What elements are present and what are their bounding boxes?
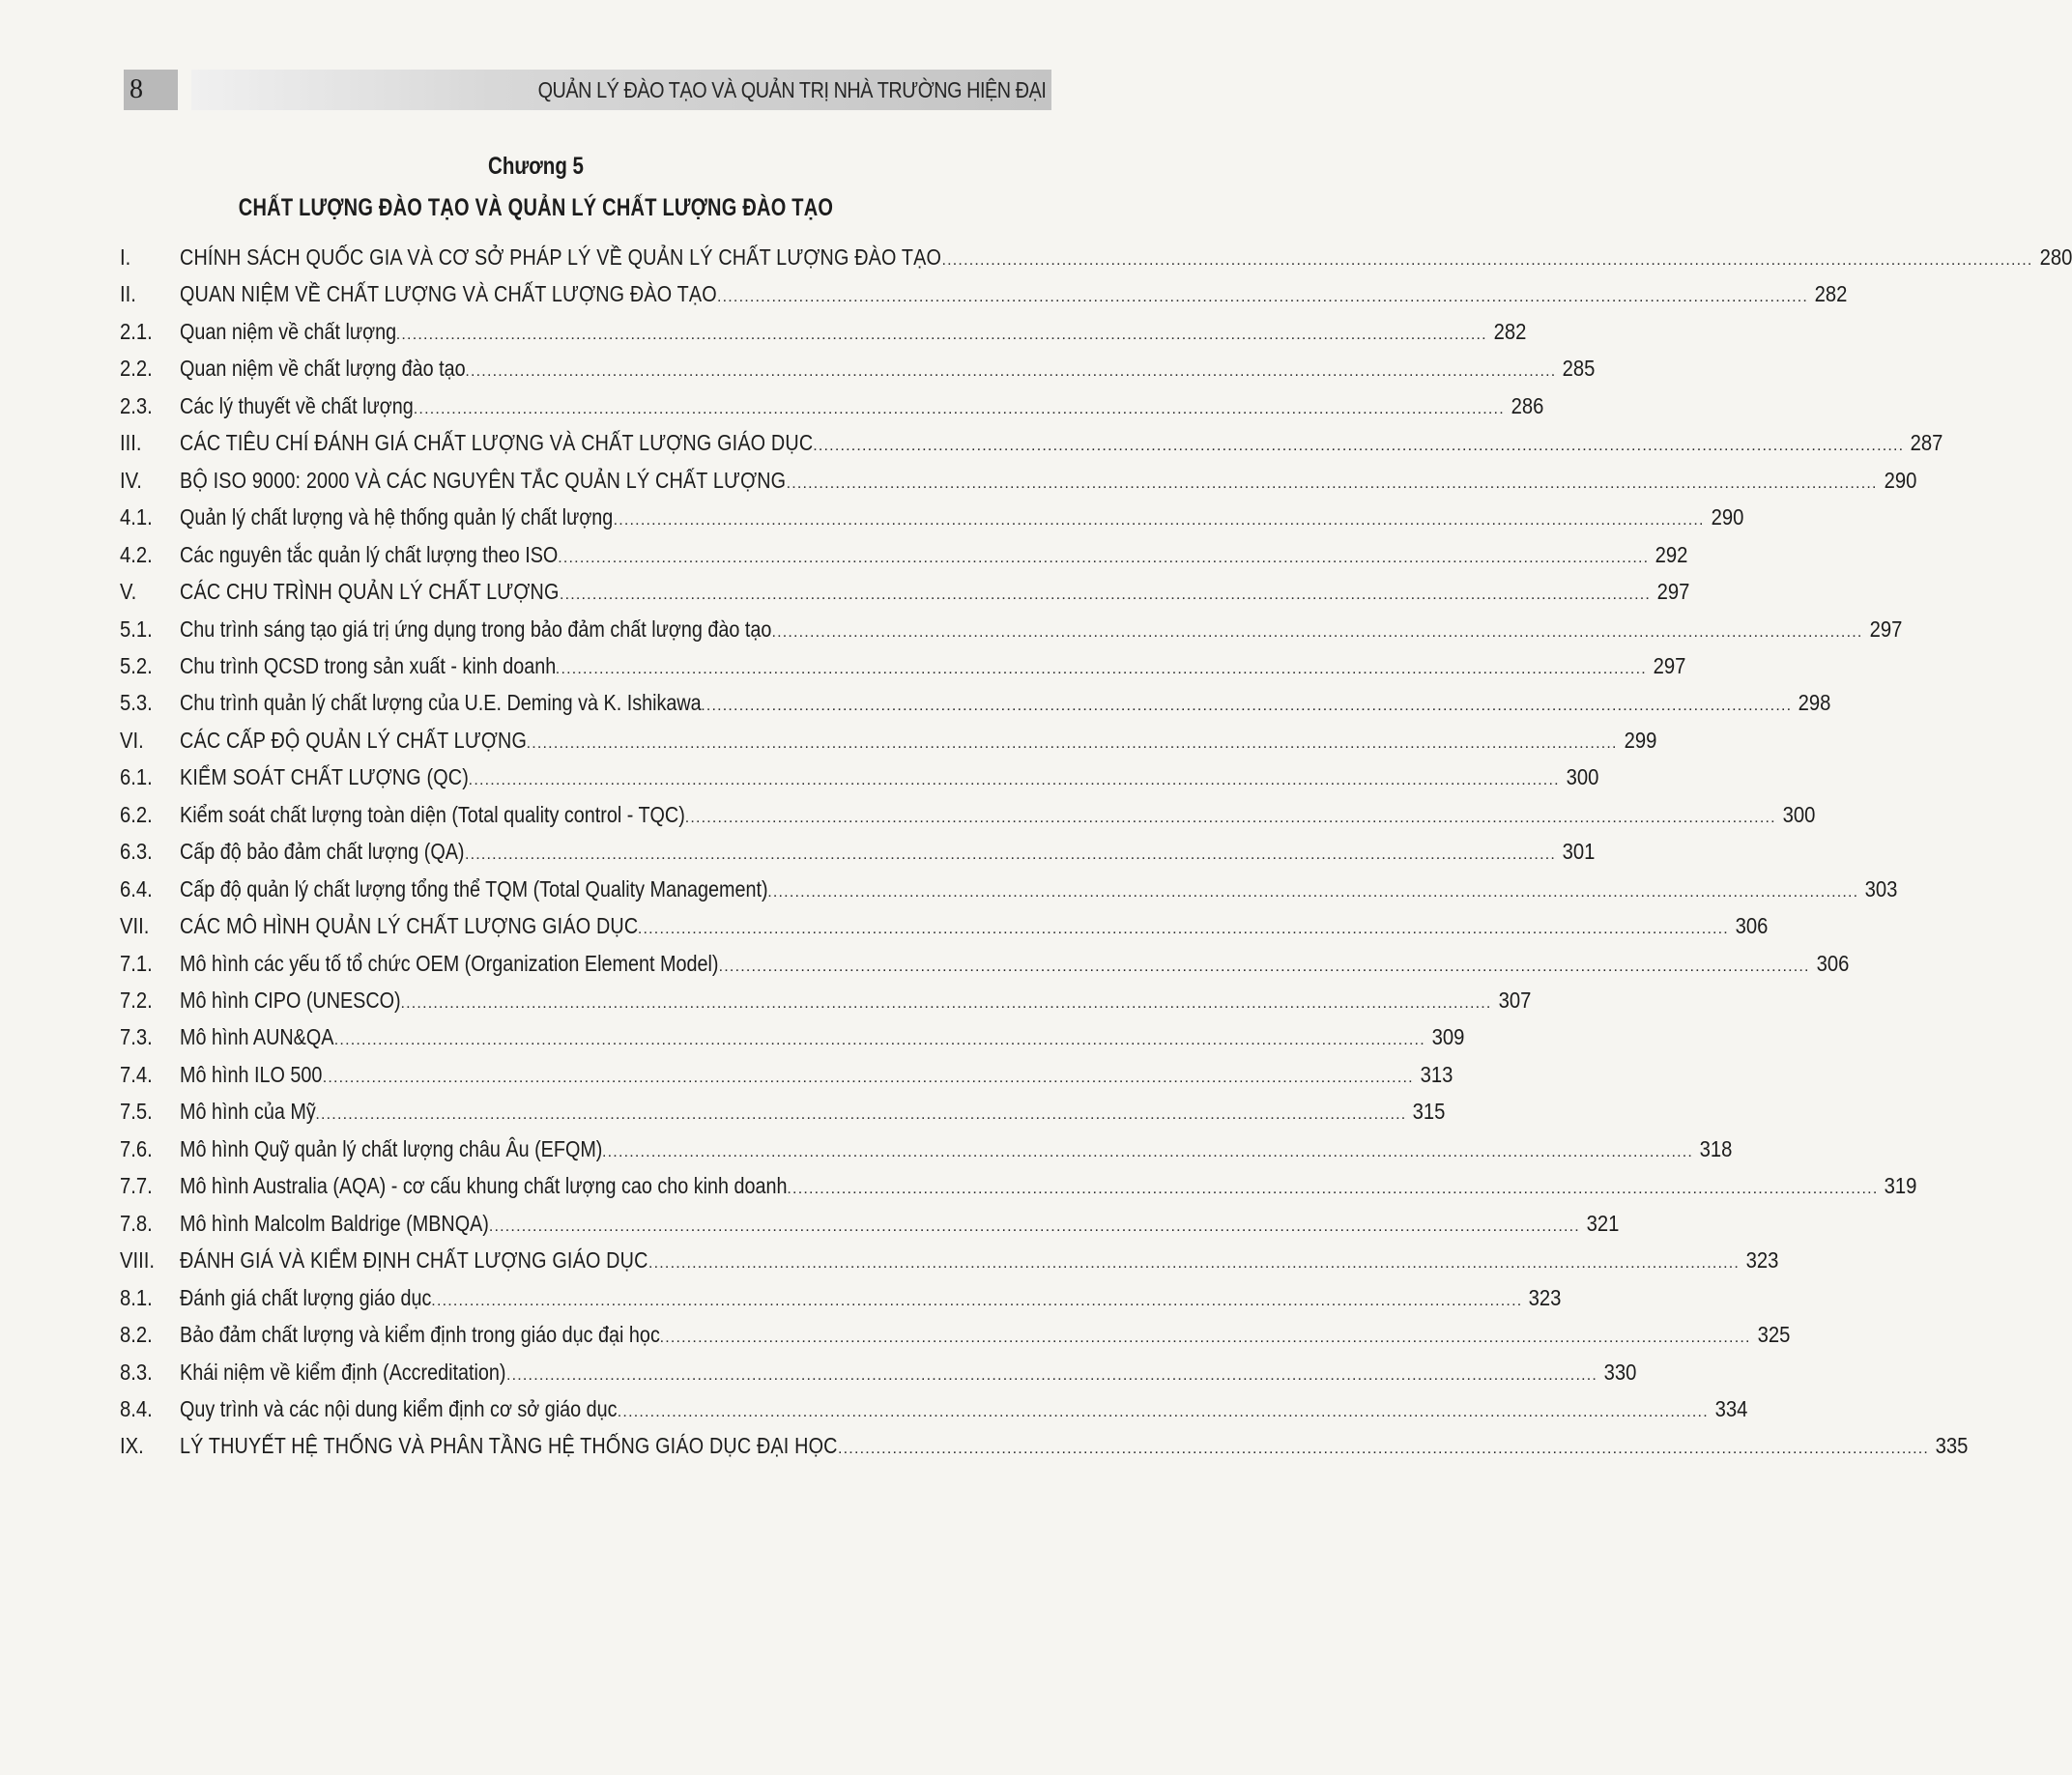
- toc-entry-page: 325: [1757, 1322, 1790, 1348]
- toc-entry-page: 309: [1431, 1024, 1465, 1050]
- toc-entry-title: Mô hình Malcolm Baldrige (MBNQA): [180, 1210, 489, 1236]
- toc-entry-page: 299: [1624, 727, 1657, 753]
- toc-entry-number: 7.5.: [120, 1099, 153, 1125]
- toc-entry-title: Các lý thuyết về chất lượng: [180, 392, 414, 418]
- toc-entry-number: 2.1.: [120, 318, 153, 344]
- chapter-title: CHẤT LƯỢNG ĐÀO TẠO VÀ QUẢN LÝ CHẤT LƯỢNG ĐÀO TẠO: [238, 194, 834, 221]
- toc-entry-title: Quan niệm về chất lượng: [180, 318, 397, 344]
- chapter-label: Chương 5: [488, 153, 584, 180]
- toc-entry-number: 7.6.: [120, 1135, 153, 1161]
- page-header: [124, 70, 1051, 110]
- toc-entry-body: [180, 979, 1531, 1021]
- toc-entry-number: 6.1.: [120, 764, 153, 790]
- toc-entry: [120, 719, 1657, 761]
- toc-entry-number: 7.4.: [120, 1061, 153, 1087]
- toc-entry-page: 319: [1885, 1173, 1917, 1199]
- toc-leader-dots: ........................................................................................................................................................................................................: [413, 400, 1505, 417]
- toc-entry-title: Đánh giá chất lượng giáo dục: [180, 1284, 432, 1310]
- toc-entry-title: Chu trình QCSD trong sản xuất - kinh doanh: [180, 652, 557, 678]
- toc-entry: [120, 310, 1527, 353]
- toc-entry-page: 307: [1498, 988, 1531, 1013]
- toc-entry-body: [180, 310, 1527, 353]
- toc-entry: [120, 608, 1902, 650]
- toc-entry-title: Mô hình Quỹ quản lý chất lượng châu Âu (EFQM): [180, 1135, 603, 1161]
- toc-entry-title: KIỂM SOÁT CHẤT LƯỢNG (QC): [180, 764, 469, 790]
- toc-entry: [120, 1016, 1465, 1058]
- toc-leader-dots: ........................................................................................................................................................................................................: [468, 772, 1560, 789]
- toc-leader-dots: ........................................................................................................................................................................................................: [465, 363, 1557, 381]
- toc-entry-body: [180, 1202, 1620, 1245]
- toc-entry-title: Mô hình Australia (AQA) - cơ cấu khung chất lượng cao cho kinh doanh: [180, 1173, 788, 1199]
- toc-entry-title: Mô hình AUN&QA: [180, 1024, 334, 1050]
- toc-leader-dots: ........................................................................................................................................................................................................: [488, 1217, 1580, 1235]
- toc-entry-number: IV.: [120, 467, 142, 493]
- page-number: 8: [124, 70, 178, 110]
- toc-entry: [120, 793, 1816, 836]
- toc-leader-dots: ........................................................................................................................................................................................................: [322, 1069, 1414, 1086]
- toc-entry-body: [180, 868, 1898, 910]
- toc-entry-page: 306: [1735, 913, 1769, 939]
- toc-entry: [120, 496, 1744, 538]
- toc-entry-body: [180, 272, 1848, 315]
- running-title: QUẢN LÝ ĐÀO TẠO VÀ QUẢN TRỊ NHÀ TRƯỜNG HIỆN ĐẠI: [537, 77, 1046, 102]
- toc-entry-body: [180, 1388, 1748, 1430]
- toc-leader-dots: ........................................................................................................................................................................................................: [602, 1143, 1694, 1160]
- toc-entry: [120, 979, 1531, 1021]
- toc-entry-page: 290: [1884, 467, 1916, 493]
- toc-leader-dots: ........................................................................................................................................................................................................: [767, 883, 1859, 901]
- toc-entry-body: [180, 608, 1902, 650]
- toc-entry-title: Khái niệm về kiểm định (Accreditation): [180, 1359, 506, 1385]
- toc-entry-page: 303: [1864, 875, 1898, 902]
- toc-leader-dots: ........................................................................................................................................................................................................: [400, 995, 1492, 1012]
- toc-entry: [120, 830, 1596, 873]
- toc-entry-title: Mô hình các yếu tố tổ chức OEM (Organization Element Model): [180, 950, 719, 976]
- toc-entry-number: II.: [120, 281, 136, 307]
- toc-entry-body: [180, 830, 1596, 873]
- toc-leader-dots: ........................................................................................................................................................................................................: [555, 660, 1647, 677]
- toc-entry-page: 298: [1798, 690, 1831, 716]
- toc-entry-title: CÁC CẤP ĐỘ QUẢN LÝ CHẤT LƯỢNG: [180, 727, 528, 753]
- toc-entry: [120, 1164, 1917, 1207]
- toc-entry-page: 335: [1935, 1433, 1969, 1459]
- toc-entry-body: [180, 719, 1657, 761]
- toc-entry-title: Quản lý chất lượng và hệ thống quản lý chất lượng: [180, 504, 614, 530]
- toc-entry-page: 287: [1910, 430, 1943, 456]
- toc-entry-title: Chu trình sáng tạo giá trị ứng dụng trong bảo đảm chất lượng đào tạo: [180, 616, 772, 642]
- toc-entry-body: [180, 1276, 1562, 1319]
- toc-entry-title: Mô hình ILO 500: [180, 1061, 323, 1087]
- toc-entry-body: [180, 347, 1596, 389]
- toc-entry-page: 297: [1869, 616, 1902, 642]
- toc-entry-number: 8.3.: [120, 1359, 153, 1385]
- toc-entry-title: CHÍNH SÁCH QUỐC GIA VÀ CƠ SỞ PHÁP LÝ VỀ QUẢN LÝ CHẤT LƯỢNG ĐÀO TẠO: [180, 244, 942, 270]
- toc-entry: [120, 756, 1599, 798]
- toc-entry-page: 282: [1814, 281, 1848, 307]
- toc-entry-title: Bảo đảm chất lượng và kiểm định trong giáo dục đại học: [180, 1322, 660, 1348]
- toc-entry-body: [180, 421, 1943, 464]
- toc-entry-number: 7.2.: [120, 988, 153, 1013]
- toc-entry-page: 323: [1528, 1284, 1562, 1310]
- toc-entry-body: [180, 904, 1769, 947]
- toc-entry-number: 8.4.: [120, 1395, 153, 1421]
- toc-entry-number: IX.: [120, 1433, 144, 1459]
- toc-entry-title: Kiểm soát chất lượng toàn diện (Total quality control - TQC): [180, 801, 685, 827]
- toc-entry-body: [180, 644, 1686, 687]
- toc-entry-number: 2.2.: [120, 356, 153, 382]
- toc-entry-number: 2.3.: [120, 392, 153, 418]
- toc-entry-page: 290: [1711, 504, 1744, 530]
- toc-leader-dots: ........................................................................................................................................................................................................: [701, 698, 1793, 715]
- toc-entry-page: 282: [1493, 318, 1527, 344]
- toc-entry-page: 285: [1563, 356, 1596, 382]
- toc-leader-dots: ........................................................................................................................................................................................................: [838, 1441, 1930, 1458]
- toc-entry-page: 318: [1699, 1135, 1733, 1161]
- toc-leader-dots: ........................................................................................................................................................................................................: [717, 289, 1809, 306]
- toc-entry-number: 6.2.: [120, 801, 153, 827]
- header-bar: [191, 70, 1051, 110]
- toc-entry: [120, 385, 1544, 427]
- toc-entry-body: [180, 236, 2072, 278]
- toc-entry-title: Cấp độ quản lý chất lượng tổng thể TQM (Total Quality Management): [180, 875, 768, 902]
- toc-entry-body: [180, 942, 1850, 985]
- toc-leader-dots: ........................................................................................................................................................................................................: [813, 438, 1905, 455]
- toc-entry-body: [180, 570, 1690, 613]
- toc-entry-title: QUAN NIỆM VỀ CHẤT LƯỢNG VÀ CHẤT LƯỢNG ĐÀO TẠO: [180, 281, 717, 307]
- toc-entry-title: CÁC TIÊU CHÍ ĐÁNH GIÁ CHẤT LƯỢNG VÀ CHẤT LƯỢNG GIÁO DỤC: [180, 430, 814, 456]
- toc-leader-dots: ........................................................................................................................................................................................................: [333, 1032, 1425, 1049]
- toc-entry-body: [180, 533, 1688, 576]
- toc-entry-number: VI.: [120, 727, 144, 753]
- toc-entry: [120, 1053, 1453, 1096]
- toc-leader-dots: ........................................................................................................................................................................................................: [786, 474, 1878, 492]
- toc-leader-dots: ........................................................................................................................................................................................................: [431, 1292, 1523, 1309]
- toc-entry-title: Chu trình quản lý chất lượng của U.E. Deming và K. Ishikawa: [180, 690, 702, 716]
- toc-entry-page: 297: [1653, 652, 1686, 678]
- toc-entry-title: CÁC MÔ HÌNH QUẢN LÝ CHẤT LƯỢNG GIÁO DỤC: [180, 913, 639, 939]
- toc-entry-number: VIII.: [120, 1247, 155, 1274]
- toc-entry-page: 321: [1586, 1210, 1620, 1236]
- toc-entry-body: [180, 1351, 1637, 1393]
- toc-entry-body: [180, 1053, 1453, 1096]
- toc-entry-page: 313: [1420, 1061, 1453, 1087]
- toc-leader-dots: ........................................................................................................................................................................................................: [395, 326, 1487, 343]
- toc-entry: [120, 868, 1898, 910]
- toc-entry-number: 7.1.: [120, 950, 153, 976]
- toc-entry: [120, 421, 1943, 464]
- toc-entry: [120, 1276, 1562, 1319]
- toc-entry-number: 8.1.: [120, 1284, 153, 1310]
- toc-leader-dots: ........................................................................................................................................................................................................: [464, 846, 1556, 864]
- toc-entry-number: 6.3.: [120, 839, 153, 865]
- toc-entry-number: V.: [120, 579, 137, 605]
- toc-entry-page: 292: [1655, 541, 1688, 567]
- toc-entry: [120, 1090, 1446, 1132]
- toc-entry-body: [180, 459, 1916, 501]
- toc-entry-title: Các nguyên tắc quản lý chất lượng theo ISO: [180, 541, 559, 567]
- toc-entry: [120, 1239, 1779, 1281]
- toc-entry: [120, 1424, 1969, 1467]
- toc-entry-page: 306: [1816, 950, 1850, 976]
- toc-entry-body: [180, 681, 1831, 724]
- toc-entry-page: 334: [1714, 1395, 1748, 1421]
- toc-leader-dots: ........................................................................................................................................................................................................: [617, 1403, 1709, 1420]
- toc-entry-body: [180, 1016, 1465, 1058]
- toc-entry-number: VII.: [120, 913, 150, 939]
- toc-entry: [120, 236, 2072, 278]
- toc-entry: [120, 347, 1596, 389]
- toc-entry-number: 5.1.: [120, 616, 153, 642]
- toc-entry-title: Mô hình của Mỹ: [180, 1099, 316, 1125]
- toc-entry-title: ĐÁNH GIÁ VÀ KIỂM ĐỊNH CHẤT LƯỢNG GIÁO DỤC: [180, 1247, 648, 1274]
- toc-entry-body: [180, 1239, 1779, 1281]
- toc-entry-number: 5.2.: [120, 652, 153, 678]
- toc-leader-dots: ........................................................................................................................................................................................................: [315, 1106, 1407, 1124]
- toc-entry: [120, 533, 1688, 576]
- toc-entry-number: 4.2.: [120, 541, 153, 567]
- toc-entry-page: 330: [1603, 1359, 1637, 1385]
- toc-entry-title: Quan niệm về chất lượng đào tạo: [180, 356, 466, 382]
- toc-leader-dots: ........................................................................................................................................................................................................: [659, 1330, 1751, 1347]
- toc-entry: [120, 644, 1686, 687]
- toc-entry-page: 280: [2039, 244, 2072, 270]
- toc-leader-dots: ........................................................................................................................................................................................................: [559, 587, 1652, 604]
- toc-entry-body: [180, 496, 1744, 538]
- toc-entry-body: [180, 385, 1544, 427]
- toc-entry-number: 6.4.: [120, 875, 153, 902]
- toc-entry-page: 315: [1413, 1099, 1446, 1125]
- toc-entry: [120, 459, 1916, 501]
- toc-entry-body: [180, 1090, 1446, 1132]
- toc-entry-page: 300: [1782, 801, 1816, 827]
- toc-leader-dots: ........................................................................................................................................................................................................: [613, 512, 1705, 530]
- toc-entry-number: 7.7.: [120, 1173, 153, 1199]
- toc-entry-number: 8.2.: [120, 1322, 153, 1348]
- toc-entry-number: III.: [120, 430, 142, 456]
- toc-entry-number: I.: [120, 244, 131, 270]
- toc-entry: [120, 1388, 1748, 1430]
- toc-leader-dots: ........................................................................................................................................................................................................: [771, 623, 1863, 641]
- toc-entry-title: Quy trình và các nội dung kiểm định cơ sở giáo dục: [180, 1395, 618, 1421]
- toc-entry-body: [180, 1313, 1790, 1356]
- toc-entry: [120, 1128, 1733, 1170]
- toc-entry-body: [180, 793, 1816, 836]
- toc-entry: [120, 1351, 1637, 1393]
- toc-leader-dots: ........................................................................................................................................................................................................: [526, 734, 1618, 752]
- toc-entry-page: 301: [1562, 839, 1596, 865]
- toc-leader-dots: ........................................................................................................................................................................................................: [505, 1366, 1598, 1384]
- toc-entry: [120, 681, 1831, 724]
- toc-entry: [120, 1313, 1790, 1356]
- toc-entry-body: [180, 1424, 1969, 1467]
- toc-entry: [120, 570, 1690, 613]
- toc-entry-page: 300: [1566, 764, 1599, 790]
- toc-leader-dots: ........................................................................................................................................................................................................: [718, 958, 1810, 975]
- toc-leader-dots: ........................................................................................................................................................................................................: [941, 252, 2033, 269]
- toc-entry-number: 7.8.: [120, 1210, 153, 1236]
- toc-leader-dots: ........................................................................................................................................................................................................: [684, 809, 1776, 826]
- toc-entry-body: [180, 1164, 1917, 1207]
- toc-leader-dots: ........................................................................................................................................................................................................: [648, 1255, 1741, 1273]
- toc-entry: [120, 1202, 1620, 1245]
- toc-entry: [120, 272, 1848, 315]
- toc-entry-number: 4.1.: [120, 504, 153, 530]
- toc-entry-number: 7.3.: [120, 1024, 153, 1050]
- toc-entry: [120, 904, 1769, 947]
- toc-entry-page: 297: [1656, 579, 1690, 605]
- toc-entry-title: LÝ THUYẾT HỆ THỐNG VÀ PHÂN TẦNG HỆ THỐNG GIÁO DỤC ĐẠI HỌC: [180, 1433, 838, 1459]
- toc-leader-dots: ........................................................................................................................................................................................................: [787, 1181, 1879, 1198]
- toc-entry-number: 5.3.: [120, 690, 153, 716]
- toc-entry: [120, 942, 1850, 985]
- toc-entry-title: BỘ ISO 9000: 2000 VÀ CÁC NGUYÊN TẮC QUẢN LÝ CHẤT LƯỢNG: [180, 467, 787, 493]
- toc-entry-page: 323: [1745, 1247, 1779, 1274]
- toc-entry-title: Cấp độ bảo đảm chất lượng (QA): [180, 839, 465, 865]
- toc-entry-page: 286: [1511, 392, 1544, 418]
- toc-leader-dots: ........................................................................................................................................................................................................: [558, 549, 1650, 566]
- toc-leader-dots: ........................................................................................................................................................................................................: [637, 921, 1729, 938]
- toc-entry-body: [180, 1128, 1733, 1170]
- toc-entry-title: Mô hình CIPO (UNESCO): [180, 988, 401, 1013]
- toc-entry-title: CÁC CHU TRÌNH QUẢN LÝ CHẤT LƯỢNG: [180, 579, 560, 605]
- toc-entry-body: [180, 756, 1599, 798]
